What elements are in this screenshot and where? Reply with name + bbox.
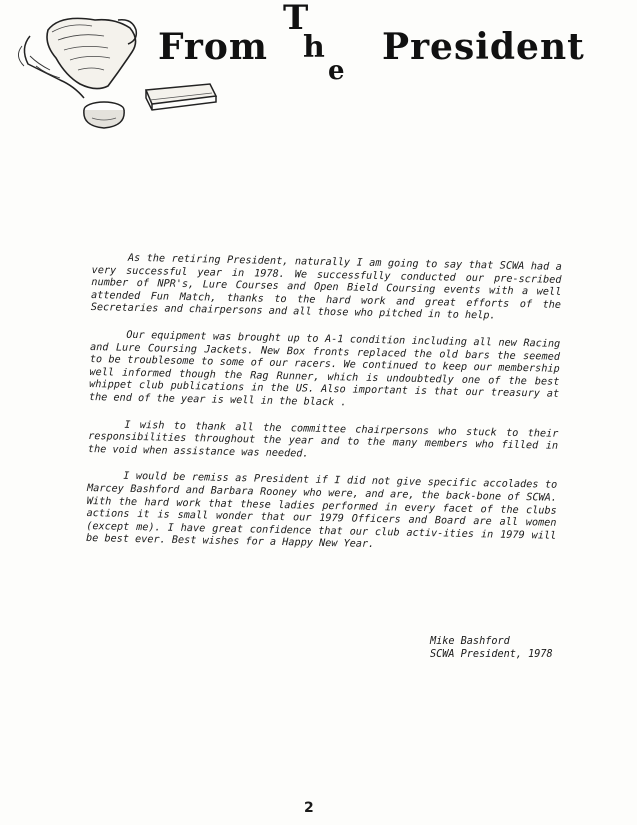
scroll-quill-illustration: [0, 0, 637, 140]
signature-name: Mike Bashford: [430, 636, 510, 647]
page-header: [0, 0, 637, 140]
title-president: President: [382, 26, 585, 68]
paragraph-2: Our equipment was brought up to A-1 condition including all new Racing and Lure Coursing Jackets. New Box fronts replaced the old bars the seemed to be troublesome to some of our racers. We continued to keep our membership well informed though the Rag Runner, which is undoubtedly one of the best whippet club publications in the US. Also important is that our treasury at the end of the year is well in the black .: [88, 329, 561, 409]
paragraph-1: As the retiring President, naturally I am going to say that SCWA had a very successful year in 1978. We successfully conducted our pre-scribed number of NPR's, Lure Courses and Open Bield Coursing events with a well attended Fun Match, thanks to the hard work and great efforts of the Secretaries and chairpersons and all those who pitched in to help.: [90, 252, 562, 322]
paragraph-3: I wish to thank all the committee chairpersons who stuck to their responsibilities throughout the year and to the many members who filled in the void when assistance was needed.: [87, 419, 559, 460]
title-e: e: [328, 56, 346, 86]
paragraph-4: I would be remiss as President if I did not give specific accolades to Marcey Bashford and Barbara Rooney who were, and are, the back-bone of SCWA. With the hard work that these ladies performed in every facet of the clubs actions it is small wonder that our 1979 Officers and Board are all women (except me). I have great confidence that our club activ-ities in 1979 will be best ever. Best wishes for a Happy New Year.: [85, 471, 558, 551]
signature-title: SCWA President, 1978: [430, 649, 553, 660]
letter-body: [86, 252, 562, 570]
page-number: 2: [304, 800, 314, 816]
title-h: h: [303, 30, 326, 65]
signature-block: [430, 635, 553, 661]
title-from: From: [158, 26, 268, 68]
title-t: T: [283, 0, 310, 38]
